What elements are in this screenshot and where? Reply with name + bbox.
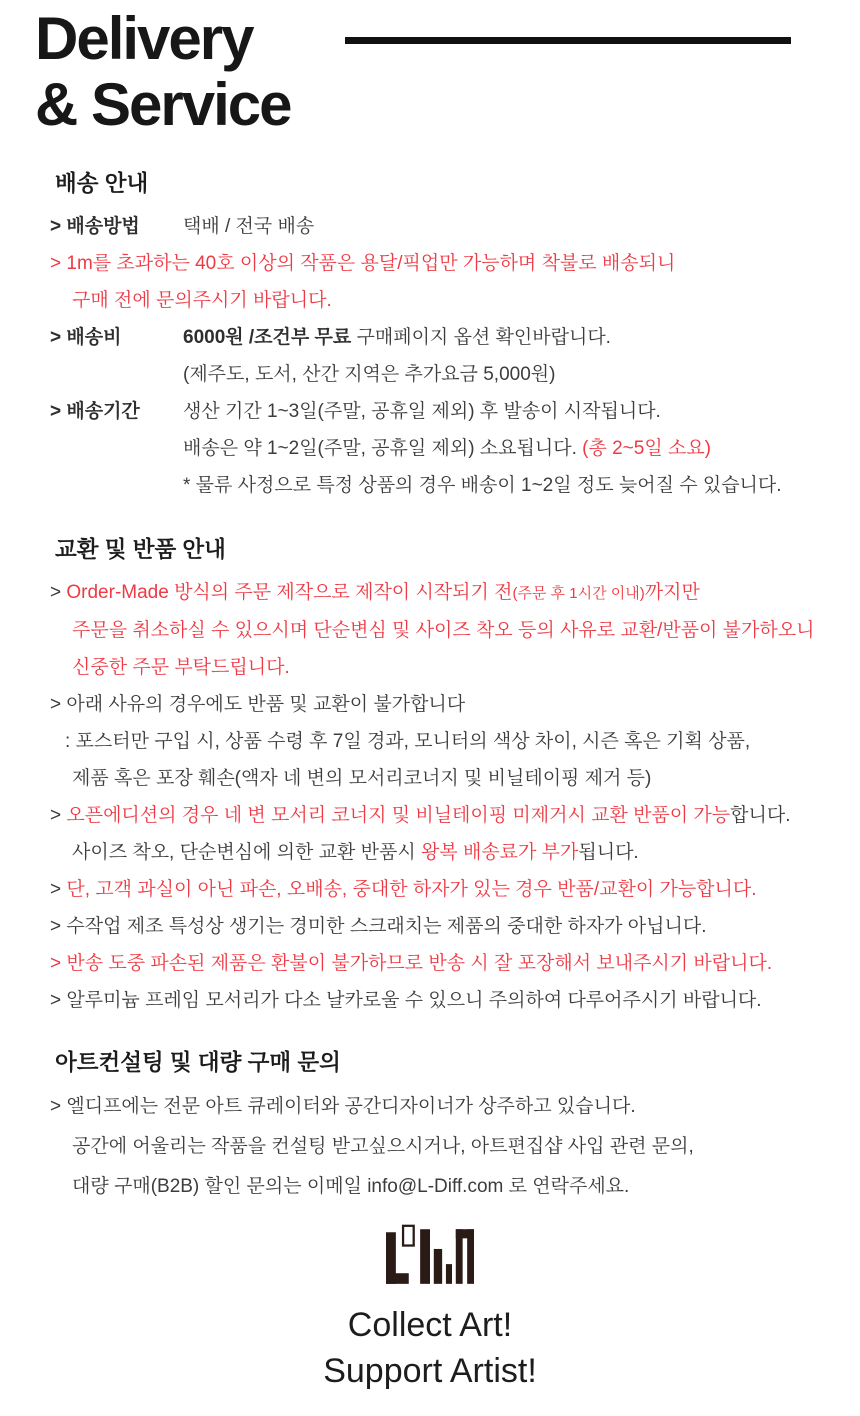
handmade-scratch-line xyxy=(50,908,852,945)
section-art-consulting xyxy=(50,1047,852,1207)
consulting-heading: 아트컨설팅 및 대량 구매 문의 xyxy=(55,1050,341,1075)
shipping-method-row xyxy=(50,208,852,245)
shipping-period-label: > 배송기간 xyxy=(50,401,140,422)
shipping-method-label: > 배송방법 xyxy=(50,216,140,237)
text-segment: > xyxy=(50,879,67,900)
oversize-notice-line-2 xyxy=(50,282,852,319)
page-header xyxy=(0,0,860,142)
text-segment: > 1m를 초과하는 40호 이상의 작품은 용달/픽업만 가능하며 착불로 배송되니 xyxy=(50,253,676,274)
text-segment: 구매페이지 옵션 확인바랍니다. xyxy=(356,327,611,348)
return-packing-line xyxy=(50,945,852,982)
text-segment: 오픈에디션의 경우 네 변 모서리 코너지 및 비닐테이핑 미제거시 교환 반품이 가능 xyxy=(66,805,731,826)
title-line-2: & Service xyxy=(35,71,291,138)
text-segment: > 수작업 제조 특성상 생기는 경미한 스크래치는 제품의 중대한 하자가 아닙니다. xyxy=(50,916,707,937)
title-line-1: Delivery xyxy=(35,5,253,72)
section-shipping-info xyxy=(50,168,852,504)
consulting-line-1 xyxy=(50,1087,852,1127)
oversize-notice-line-1 xyxy=(50,245,852,282)
order-made-line-1 xyxy=(50,574,852,612)
text-segment: 대량 구매(B2B) 할인 문의는 이메일 info@L-Diff.com 로 연락주세요. xyxy=(72,1176,630,1197)
consulting-contact-email-line xyxy=(50,1167,852,1207)
text-segment: > 엘디프에는 전문 아트 큐레이터와 공간디자이너가 상주하고 있습니다. xyxy=(50,1096,636,1117)
shipping-fee-label: > 배송비 xyxy=(50,327,122,348)
text-segment: 신중한 주문 부탁드립니다. xyxy=(72,657,290,678)
text-segment: 합니다. xyxy=(730,805,791,826)
text-segment: 주문을 취소하실 수 있으시며 단순변심 및 사이즈 착오 등의 사유로 교환/반품이 불가하오니 xyxy=(72,620,815,641)
shipping-method-value xyxy=(183,208,314,245)
page-footer xyxy=(0,1223,860,1394)
order-made-line-3 xyxy=(50,649,852,686)
text-segment: 됩니다. xyxy=(578,842,639,863)
text-segment: (총 2~5일 소요) xyxy=(582,438,711,459)
slogan-line-1: Collect Art! xyxy=(347,1306,513,1344)
returns-heading: 교환 및 반품 안내 xyxy=(55,537,226,562)
defect-return-line xyxy=(50,871,852,908)
text-segment: 왕복 배송료가 부가 xyxy=(420,842,579,863)
slogan-line-2: Support Artist! xyxy=(323,1352,537,1390)
shipping-fee-value xyxy=(183,319,611,356)
text-segment: > xyxy=(50,805,67,826)
text-segment: * 물류 사정으로 특정 상품의 경우 배송이 1~2일 정도 늦어질 수 있습니다. xyxy=(183,475,782,496)
order-made-line-2 xyxy=(50,612,852,649)
text-segment: > 알루미늄 프레임 모서리가 다소 날카로울 수 있으니 주의하여 다루어주시기 바랍니다. xyxy=(50,990,762,1011)
text-segment: 배송은 약 1~2일(주말, 공휴일 제외) 소요됩니다. xyxy=(183,438,583,459)
text-segment: 공간에 어울리는 작품을 컨설팅 받고싶으시거나, 아트편집샵 사입 관련 문의, xyxy=(72,1136,694,1157)
text-segment: 생산 기간 1~3일(주말, 공휴일 제외) 후 발송이 시작됩니다. xyxy=(183,401,661,422)
text-segment: > 아래 사유의 경우에도 반품 및 교환이 불가합니다 xyxy=(50,694,466,715)
shipping-period-line-2 xyxy=(183,430,852,467)
no-return-cases-line-2 xyxy=(50,723,852,760)
shipping-fee-row xyxy=(50,319,852,356)
text-segment: 까지만 xyxy=(644,582,700,603)
text-segment: 제품 혹은 포장 훼손(액자 네 변의 모서리코너지 및 비닐테이핑 제거 등) xyxy=(72,768,652,789)
consulting-line-2 xyxy=(50,1127,852,1167)
text-segment: > 반송 도중 파손된 제품은 환불이 불가하므로 반송 시 잘 포장해서 보내주시기 바랍니다. xyxy=(50,953,773,974)
aluminum-frame-line xyxy=(50,982,852,1019)
text-segment: 단, 고객 과실이 아닌 파손, 오배송, 중대한 하자가 있는 경우 반품/교환이 가능합니다. xyxy=(66,879,757,900)
shipping-period-row xyxy=(50,393,852,430)
shipping-delay-note xyxy=(183,467,852,504)
text-segment: 6000원 /조건부 무료 xyxy=(183,327,357,348)
no-return-cases-line-3 xyxy=(50,760,852,797)
title-rule-line xyxy=(345,37,791,44)
l-diff-logo-icon xyxy=(386,1223,474,1284)
open-edition-line-1 xyxy=(50,797,852,834)
shipping-heading: 배송 안내 xyxy=(55,171,149,196)
shipping-period-value xyxy=(183,393,661,430)
open-edition-line-2 xyxy=(50,834,852,871)
text-segment: 구매 전에 문의주시기 바랍니다. xyxy=(72,290,332,311)
no-return-cases-line-1 xyxy=(50,686,852,723)
text-segment: 택배 / 전국 배송 xyxy=(183,216,315,237)
footer-slogan xyxy=(0,1302,860,1394)
text-segment: : 포스터만 구입 시, 상품 수령 후 7일 경과, 모니터의 색상 차이, 시즌 혹은 기획 상품, xyxy=(65,731,751,752)
text-segment: (주문 후 1시간 이내) xyxy=(512,585,645,602)
shipping-fee-note xyxy=(183,356,852,393)
text-segment: 사이즈 착오, 단순변심에 의한 교환 반품시 xyxy=(72,842,421,863)
text-segment: > xyxy=(50,582,67,603)
section-exchange-return xyxy=(50,534,852,1019)
text-segment: (제주도, 도서, 산간 지역은 추가요금 5,000원) xyxy=(183,364,556,385)
text-segment: Order-Made 방식의 주문 제작으로 제작이 시작되기 전 xyxy=(66,582,513,603)
page-title xyxy=(35,6,860,138)
